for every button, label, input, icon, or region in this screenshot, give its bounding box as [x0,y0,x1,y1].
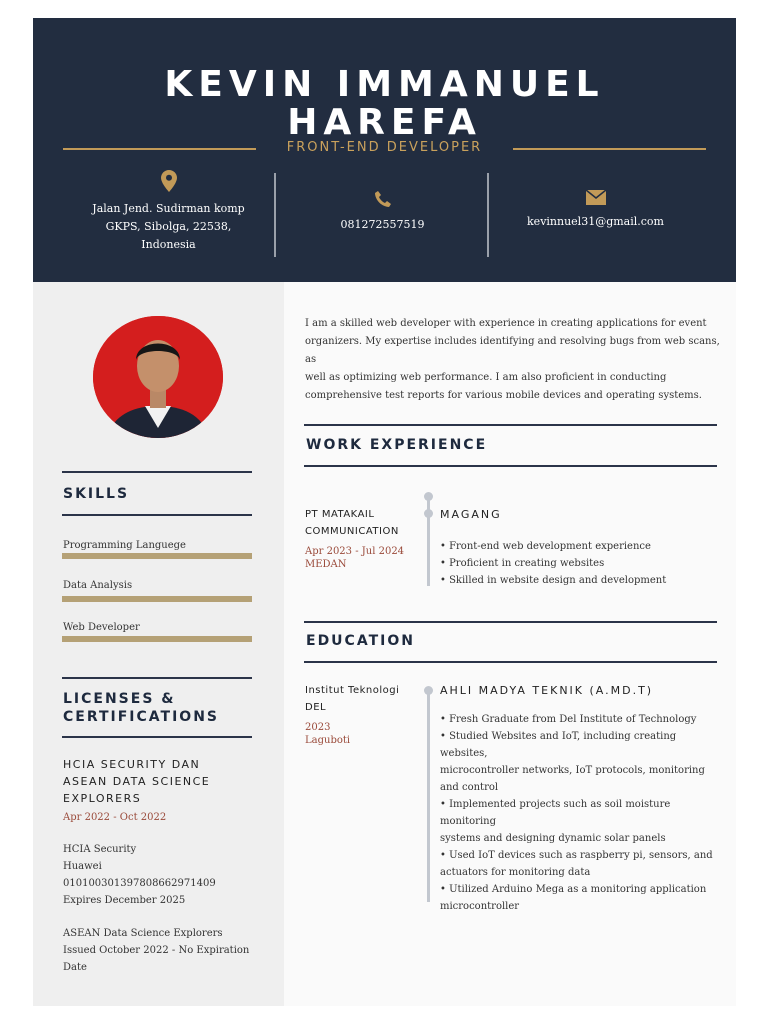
timeline-line [427,692,430,902]
name-line-1: KEVIN IMMANUEL [164,64,605,105]
work-meta [305,545,404,571]
summary-line: comprehensive test reports for various mobile devices and operating systems. [305,390,702,401]
work-location: MEDAN [305,559,347,570]
education-institution [305,682,425,716]
email-address[interactable]: kevinnuel31@gmail.com [527,215,664,228]
license-detail-line: HCIA Security [63,844,137,855]
summary-line: well as optimizing web performance. I am also proficient in conducting [305,372,667,383]
list-item: systems and designing dynamic solar panels [440,833,666,844]
skill-label: Data Analysis [63,580,133,591]
address-line: GKPS, Sibolga, 22538, [105,220,232,233]
address-block [81,170,256,260]
license-details [63,841,253,909]
license-detail-line: ASEAN Data Science Explorers [63,928,223,939]
list-item: • Front-end web development experience [440,541,651,552]
license-date: Apr 2022 - Oct 2022 [63,812,167,823]
list-item: actuators for monitoring data [440,867,591,878]
role-row [63,138,706,158]
license-detail-line: Date [63,962,87,973]
location-pin-icon [161,170,177,192]
work-bullets [440,538,722,589]
work-organization [305,506,425,540]
org-line: Institut Teknologi [305,685,400,696]
list-item: • Skilled in website design and development [440,575,667,586]
license-detail-line: 0101003013978086​62971409 [63,878,216,889]
education-bullets [440,711,722,915]
section-rule [62,514,252,516]
education-location: Laguboti [305,735,351,746]
license-title-line: HCIA SECURITY DAN [63,758,201,771]
profile-photo [93,316,223,438]
timeline-dot [424,509,433,518]
phone-number[interactable]: 081272557519 [340,218,425,231]
section-rule [304,424,717,426]
list-item: • Used IoT devices such as raspberry pi, sensors, and [440,850,713,861]
section-rule [304,661,717,663]
list-item: • Proficient in creating websites [440,558,605,569]
license-title-line: EXPLORERS [63,792,142,805]
licenses-heading-line: CERTIFICATIONS [63,709,220,725]
name-line-2: HAREFA [287,102,482,143]
divider-line [513,148,706,150]
list-item: • Studied Websites and IoT, including creating websites, [440,731,677,759]
section-rule [304,465,717,467]
phone-block [295,190,470,280]
resume-header [33,18,736,282]
license-title [63,756,253,807]
education-year: 2023 [305,722,331,733]
profile-summary [305,315,720,405]
license-title-line: ASEAN DATA SCIENCE [63,775,211,788]
license-detail-line: Expires December 2025 [63,895,186,906]
org-line: COMMUNICATION [305,526,399,537]
section-rule [62,677,252,679]
contact-divider [487,173,489,257]
skills-heading: SKILLS [63,486,130,502]
list-item: • Utilized Arduino Mega as a monitoring application [440,884,707,895]
education-meta [305,721,350,747]
job-title: FRONT-END DEVELOPER [286,140,483,155]
work-dates: Apr 2023 - Jul 2024 [305,546,405,557]
list-item: and control [440,782,499,793]
license-detail-line: Issued October 2022 - No Expiration [63,945,250,956]
summary-line: organizers. My expertise includes identifying and resolving bugs from web scans, as [305,336,720,365]
section-rule [304,621,717,623]
org-line: DEL [305,702,327,713]
license-detail-line: Huawei [63,861,102,872]
education-heading: EDUCATION [306,633,415,649]
list-item: • Fresh Graduate from Del Institute of Technology [440,714,697,725]
skill-bar [62,636,252,642]
work-experience-heading: WORK EXPERIENCE [306,437,488,453]
skill-label: Web Developer [63,622,140,633]
education-degree: AHLI MADYA TEKNIK (A.MD.T) [440,684,654,697]
phone-icon [374,190,392,208]
section-rule [62,736,252,738]
org-line: PT MATAKAIL [305,509,375,520]
license-details [63,925,253,976]
licenses-heading [63,690,219,726]
envelope-icon [586,190,606,205]
list-item: microcontroller networks, IoT protocols, monitoring [440,765,705,776]
address-line: Jalan Jend. Sudirman komp [92,202,245,215]
email-block [508,190,683,280]
skill-label: Programming Languege [63,540,186,551]
contact-divider [274,173,276,257]
skill-bar [62,553,252,559]
list-item: microcontroller [440,901,520,912]
candidate-name [33,66,736,142]
licenses-heading-line: LICENSES & [63,691,176,707]
section-rule [62,471,252,473]
summary-line: I am a skilled web developer with experience in creating applications for event [305,318,707,329]
skill-bar [62,596,252,602]
address-line: Indonesia [141,238,196,251]
list-item: • Implemented projects such as soil moisture monitoring [440,799,671,827]
work-position: MAGANG [440,508,502,521]
person-portrait-icon [93,316,223,438]
